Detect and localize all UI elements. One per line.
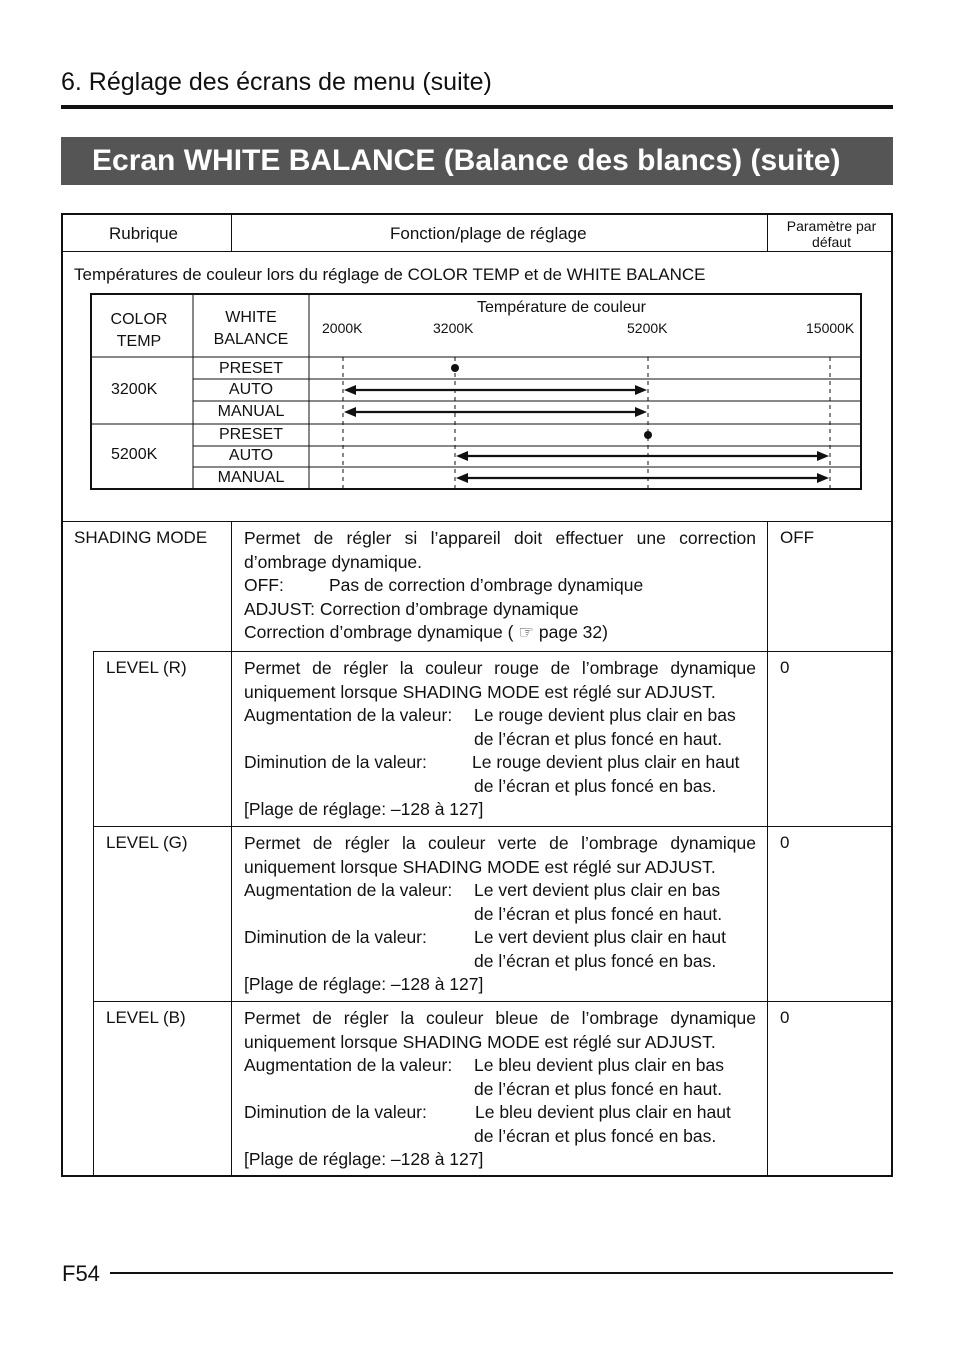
ct-range-arrowhead <box>344 407 356 417</box>
desc-text: Correction d’ombrage dynamique ( <box>244 622 519 642</box>
ct-scale-label: 15000K <box>806 320 855 336</box>
ct-range-arrowhead <box>456 473 468 483</box>
desc-text: de l’écran et plus foncé en bas. <box>474 950 717 971</box>
ct-mode-label: PRESET <box>218 360 283 377</box>
desc-line: [Plage de réglage: –128 à 127] <box>244 1149 484 1169</box>
desc-term: Diminution de la valeur: <box>244 1102 427 1122</box>
desc-line <box>244 1054 756 1078</box>
desc-text: Le bleu devient plus clair en bas <box>474 1055 725 1075</box>
ct-header-line: TEMP <box>116 333 162 350</box>
desc-text: de l’écran et plus foncé en haut. <box>474 903 723 924</box>
section-title: 6. Réglage des écrans de menu (suite) <box>61 68 492 96</box>
row-rule <box>93 651 893 652</box>
desc-text: de l’écran et plus foncé en haut. <box>474 1078 723 1099</box>
ct-scale-label: 2000K <box>322 320 363 336</box>
desc-line: Permet de régler si l’appareil doit effectuer une correction <box>244 528 756 548</box>
row-description <box>244 1007 756 1172</box>
desc-line <box>244 751 756 775</box>
row-default: 0 <box>780 1008 790 1027</box>
row-item: SHADING MODE <box>74 528 208 547</box>
ct-group-temp: 5200K <box>111 446 158 463</box>
ct-scale-label: 5200K <box>627 320 668 336</box>
desc-text: de l’écran et plus foncé en haut. <box>474 728 723 749</box>
row-default: OFF <box>780 528 814 547</box>
desc-text: page 32) <box>534 622 608 642</box>
ct-range-arrowhead <box>456 451 468 461</box>
page-banner: Ecran WHITE BALANCE (Balance des blancs) (suite) <box>61 137 893 185</box>
indent-divider <box>93 651 94 1177</box>
desc-line <box>244 621 756 645</box>
section-rule <box>61 105 893 109</box>
ct-scale-label: 3200K <box>433 320 474 336</box>
ct-header-line: BALANCE <box>213 331 289 348</box>
desc-line: ADJUST: Correction d’ombrage dynamique <box>244 598 579 619</box>
col-default-line: défaut <box>812 234 851 250</box>
page-reference-icon: ☞ <box>518 622 535 642</box>
ct-range-arrowhead <box>344 385 356 395</box>
row-description <box>244 657 756 822</box>
desc-line: [Plage de réglage: –128 à 127] <box>244 799 484 819</box>
desc-term: Augmentation de la valeur: <box>244 880 453 900</box>
col-function-header: Fonction/plage de réglage <box>390 224 587 243</box>
desc-term: OFF: <box>244 575 284 595</box>
desc-text: de l’écran et plus foncé en bas. <box>474 1125 717 1146</box>
desc-line <box>244 704 756 728</box>
desc-line <box>244 903 756 927</box>
row-rule <box>93 826 893 827</box>
desc-term: Augmentation de la valeur: <box>244 1055 453 1075</box>
desc-line: uniquement lorsque SHADING MODE est réglé sur ADJUST. <box>244 681 716 702</box>
desc-line: Permet de régler la couleur bleue de l’ombrage dynamique <box>244 1008 756 1028</box>
ct-header-line: COLOR <box>110 311 168 328</box>
desc-line <box>244 1078 756 1102</box>
row-default: 0 <box>780 658 790 677</box>
footer-rule <box>110 1272 893 1274</box>
desc-line: d’ombrage dynamique. <box>244 551 423 572</box>
ct-preset-point <box>644 431 652 439</box>
ct-range-arrowhead <box>817 451 829 461</box>
desc-line <box>244 879 756 903</box>
col-item-header: Rubrique <box>109 224 178 243</box>
ct-range-arrowhead <box>635 385 647 395</box>
desc-text: Le bleu devient plus clair en haut <box>475 1102 731 1122</box>
row-description <box>244 527 756 645</box>
desc-term: Diminution de la valeur: <box>244 927 427 947</box>
ct-preset-point <box>451 364 459 372</box>
ct-mode-label: PRESET <box>218 426 283 443</box>
column-divider <box>231 521 232 1177</box>
desc-line <box>244 926 756 950</box>
ct-temperature-header: Température de couleur <box>477 299 646 316</box>
ct-mode-label: MANUAL <box>217 403 285 420</box>
desc-text: de l’écran et plus foncé en bas. <box>474 775 717 796</box>
ct-group-temp: 3200K <box>111 381 158 398</box>
ct-whitebalance-header <box>193 307 309 351</box>
row-default: 0 <box>780 833 790 852</box>
row-item: LEVEL (B) <box>106 1008 186 1027</box>
desc-line: uniquement lorsque SHADING MODE est réglé sur ADJUST. <box>244 856 716 877</box>
row-item: LEVEL (G) <box>106 833 188 852</box>
desc-text: Le vert devient plus clair en haut <box>474 927 726 947</box>
desc-line: [Plage de réglage: –128 à 127] <box>244 974 484 994</box>
ct-range-arrowhead <box>817 473 829 483</box>
page-number: F54 <box>62 1261 100 1286</box>
desc-line <box>244 1125 756 1149</box>
ct-header-line: WHITE <box>225 309 277 326</box>
settings-table <box>61 213 893 1177</box>
colortemp-diagram <box>63 215 893 520</box>
desc-line <box>244 950 756 974</box>
row-rule <box>93 1001 893 1002</box>
ct-mode-label: AUTO <box>228 447 274 464</box>
ct-mode-label: MANUAL <box>217 469 285 486</box>
desc-text: Le rouge devient plus clair en haut <box>472 752 740 772</box>
desc-term: Augmentation de la valeur: <box>244 705 453 725</box>
colortemp-scale-lines <box>343 357 830 489</box>
desc-text: Le rouge devient plus clair en bas <box>474 705 736 725</box>
desc-term: Diminution de la valeur: <box>244 752 427 772</box>
desc-line <box>244 775 756 799</box>
desc-text: Pas de correction d’ombrage dynamique <box>329 575 644 595</box>
desc-text: Le vert devient plus clair en bas <box>474 880 721 900</box>
colortemp-intro: Températures de couleur lors du réglage de COLOR TEMP et de WHITE BALANCE <box>74 265 706 284</box>
desc-line: uniquement lorsque SHADING MODE est réglé sur ADJUST. <box>244 1031 716 1052</box>
ct-colortemp-header <box>91 309 187 353</box>
ct-mode-label: AUTO <box>228 381 274 398</box>
ct-range-arrowhead <box>635 407 647 417</box>
desc-line <box>244 574 756 598</box>
desc-line: Permet de régler la couleur rouge de l’ombrage dynamique <box>244 658 756 678</box>
desc-line <box>244 728 756 752</box>
row-description <box>244 832 756 997</box>
section-rule <box>63 521 893 522</box>
row-item: LEVEL (R) <box>106 658 187 677</box>
desc-line <box>244 1101 756 1125</box>
col-default-line: Paramètre par <box>786 218 877 234</box>
column-divider <box>767 521 768 1177</box>
desc-line: Permet de régler la couleur verte de l’ombrage dynamique <box>244 833 756 853</box>
